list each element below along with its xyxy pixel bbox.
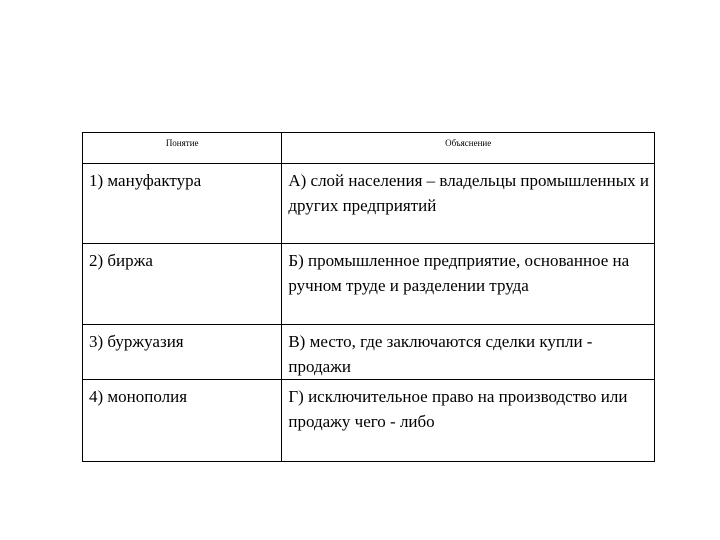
table-row bbox=[83, 164, 655, 244]
header-term: Понятие bbox=[83, 133, 282, 164]
explanation-cell: В) место, где заключаются сделки купли - продажи bbox=[282, 325, 655, 380]
term-cell: 4) монополия bbox=[83, 380, 282, 462]
explanation-cell: А) слой населения – владельцы промышленных и других предприятий bbox=[282, 164, 655, 244]
table-row bbox=[83, 244, 655, 325]
explanation-cell: Б) промышленное предприятие, основанное на ручном труде и разделении труда bbox=[282, 244, 655, 325]
table-row bbox=[83, 380, 655, 462]
term-cell: 3) буржуазия bbox=[83, 325, 282, 380]
term-cell: 1) мануфактура bbox=[83, 164, 282, 244]
matching-table bbox=[82, 132, 655, 462]
table-header-row bbox=[83, 133, 655, 164]
explanation-cell: Г) исключительное право на производство или продажу чего - либо bbox=[282, 380, 655, 462]
header-explanation: Объяснение bbox=[282, 133, 655, 164]
table-row bbox=[83, 325, 655, 380]
term-cell: 2) биржа bbox=[83, 244, 282, 325]
